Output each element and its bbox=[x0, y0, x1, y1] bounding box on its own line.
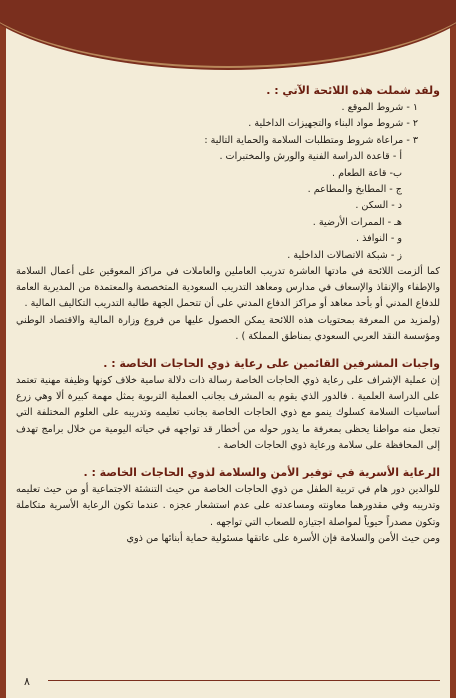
list-item: ٣ - مراعاة شروط ومتطلبات السلامة والحماية التالية : bbox=[204, 134, 418, 146]
paragraph-parents-role: للوالدين دور هام في تربية الطفل من ذوي الحاجات الخاصة من حيث التنشئة الاجتماعية أو من حيث تعليمه وتدريبه وفي مقدورهما معاونته ومساعدته على عدم استشعار عجزه . عندما تكون الرعاية الأسرية متكاملة وتكون مصدراً حيوياً لمواصلة اجتيازه للصعاب التي تواجهه . bbox=[16, 484, 440, 528]
sublist-item: هـ - الممرات الأرضية . bbox=[312, 216, 402, 228]
paragraph-more-info: (ولمزيد من المعرفة بمحتويات هذه اللائحة يمكن الحصول عليها من فروع وزارة المالية والاقتصاد الوطني ومؤسسة النقد العربي السعودي بمناطق المملكة ) . bbox=[16, 314, 440, 342]
right-border-strip bbox=[450, 0, 456, 698]
paragraph-supervision: إن عملية الإشراف على رعاية ذوي الحاجات الخاصة رسالة ذات دلالة سامية خلاف كونها وظيفة مهنية تعتمد على الدراسة العلمية . فالدور الذي يقوم به المشرف بجانب العملية التربوية يمثل مهمة كبيرة ألا وهي زرع أساسيات السلامة كسلوك ينمو مع ذوي الحاجات الخاصة بجانب تعليمه وتدريبه على العلوم المختلفة التي تجعل منه مواطنا يحظى بمعرفة ما يدور حوله من أخطار قد تواجهه في حياته اليومية من خلال برامج تهدف إلى المحافظة على سلامة ورعاية ذوي الحاجات الخاصة . bbox=[16, 375, 440, 451]
paragraph-training-requirement: كما ألزمت اللائحة في مادتها العاشرة تدريب العاملين والعاملات في مراكز المعوقين على أعمال السلامة والإطفاء والإنقاذ والإسعاف في مدارس ومعاهد التدريب السعودية المتخصصة والمعتمدة من المديرية العامة للدفاع المدني أو بأحد معاهد أو مراكز الدفاع المدني على أن تتحمل الجهة طالبة التدريب التكاليف المالية . bbox=[16, 266, 440, 310]
sublist-item: و - النوافذ . bbox=[355, 233, 402, 245]
sublist-item: ج - المطابخ والمطاعم . bbox=[307, 184, 402, 196]
page-content bbox=[16, 82, 440, 547]
lettered-sublist bbox=[16, 149, 440, 264]
section-heading-regulation-contents: ولقد شملت هذه اللائحة الآتي : . bbox=[16, 82, 440, 100]
footer-rule bbox=[48, 680, 440, 681]
list-item: ٢ - شروط مواد البناء والتجهيزات الداخلية . bbox=[248, 118, 418, 130]
numbered-list bbox=[16, 100, 440, 149]
list-item: ١ - شروط الموقع . bbox=[341, 102, 418, 113]
sublist-item: أ - قاعدة الدراسة الفنية والورش والمختبرات . bbox=[219, 151, 402, 163]
sublist-item: ب- قاعة الطعام . bbox=[331, 167, 402, 179]
sublist-item: ز - شبكة الاتصالات الداخلية . bbox=[287, 249, 402, 261]
sublist-item: د - السكن . bbox=[355, 200, 402, 212]
section-heading-family-care: الرعاية الأسرية في توفير الأمن والسلامة لذوي الحاجات الخاصة : . bbox=[16, 464, 440, 482]
page-number: ٨ bbox=[24, 675, 30, 688]
decorative-top-band-edge bbox=[0, 0, 456, 68]
paragraph-family-safety: ومن حيث الأمن والسلامة فإن الأسرة على عاتقها مسئولية حماية أبنائها من ذوي bbox=[126, 532, 440, 544]
section-heading-supervisor-duties: واجبات المشرفين القائمين على رعاية ذوي الحاجات الخاصة : . bbox=[16, 355, 440, 373]
left-border-strip bbox=[0, 0, 6, 698]
